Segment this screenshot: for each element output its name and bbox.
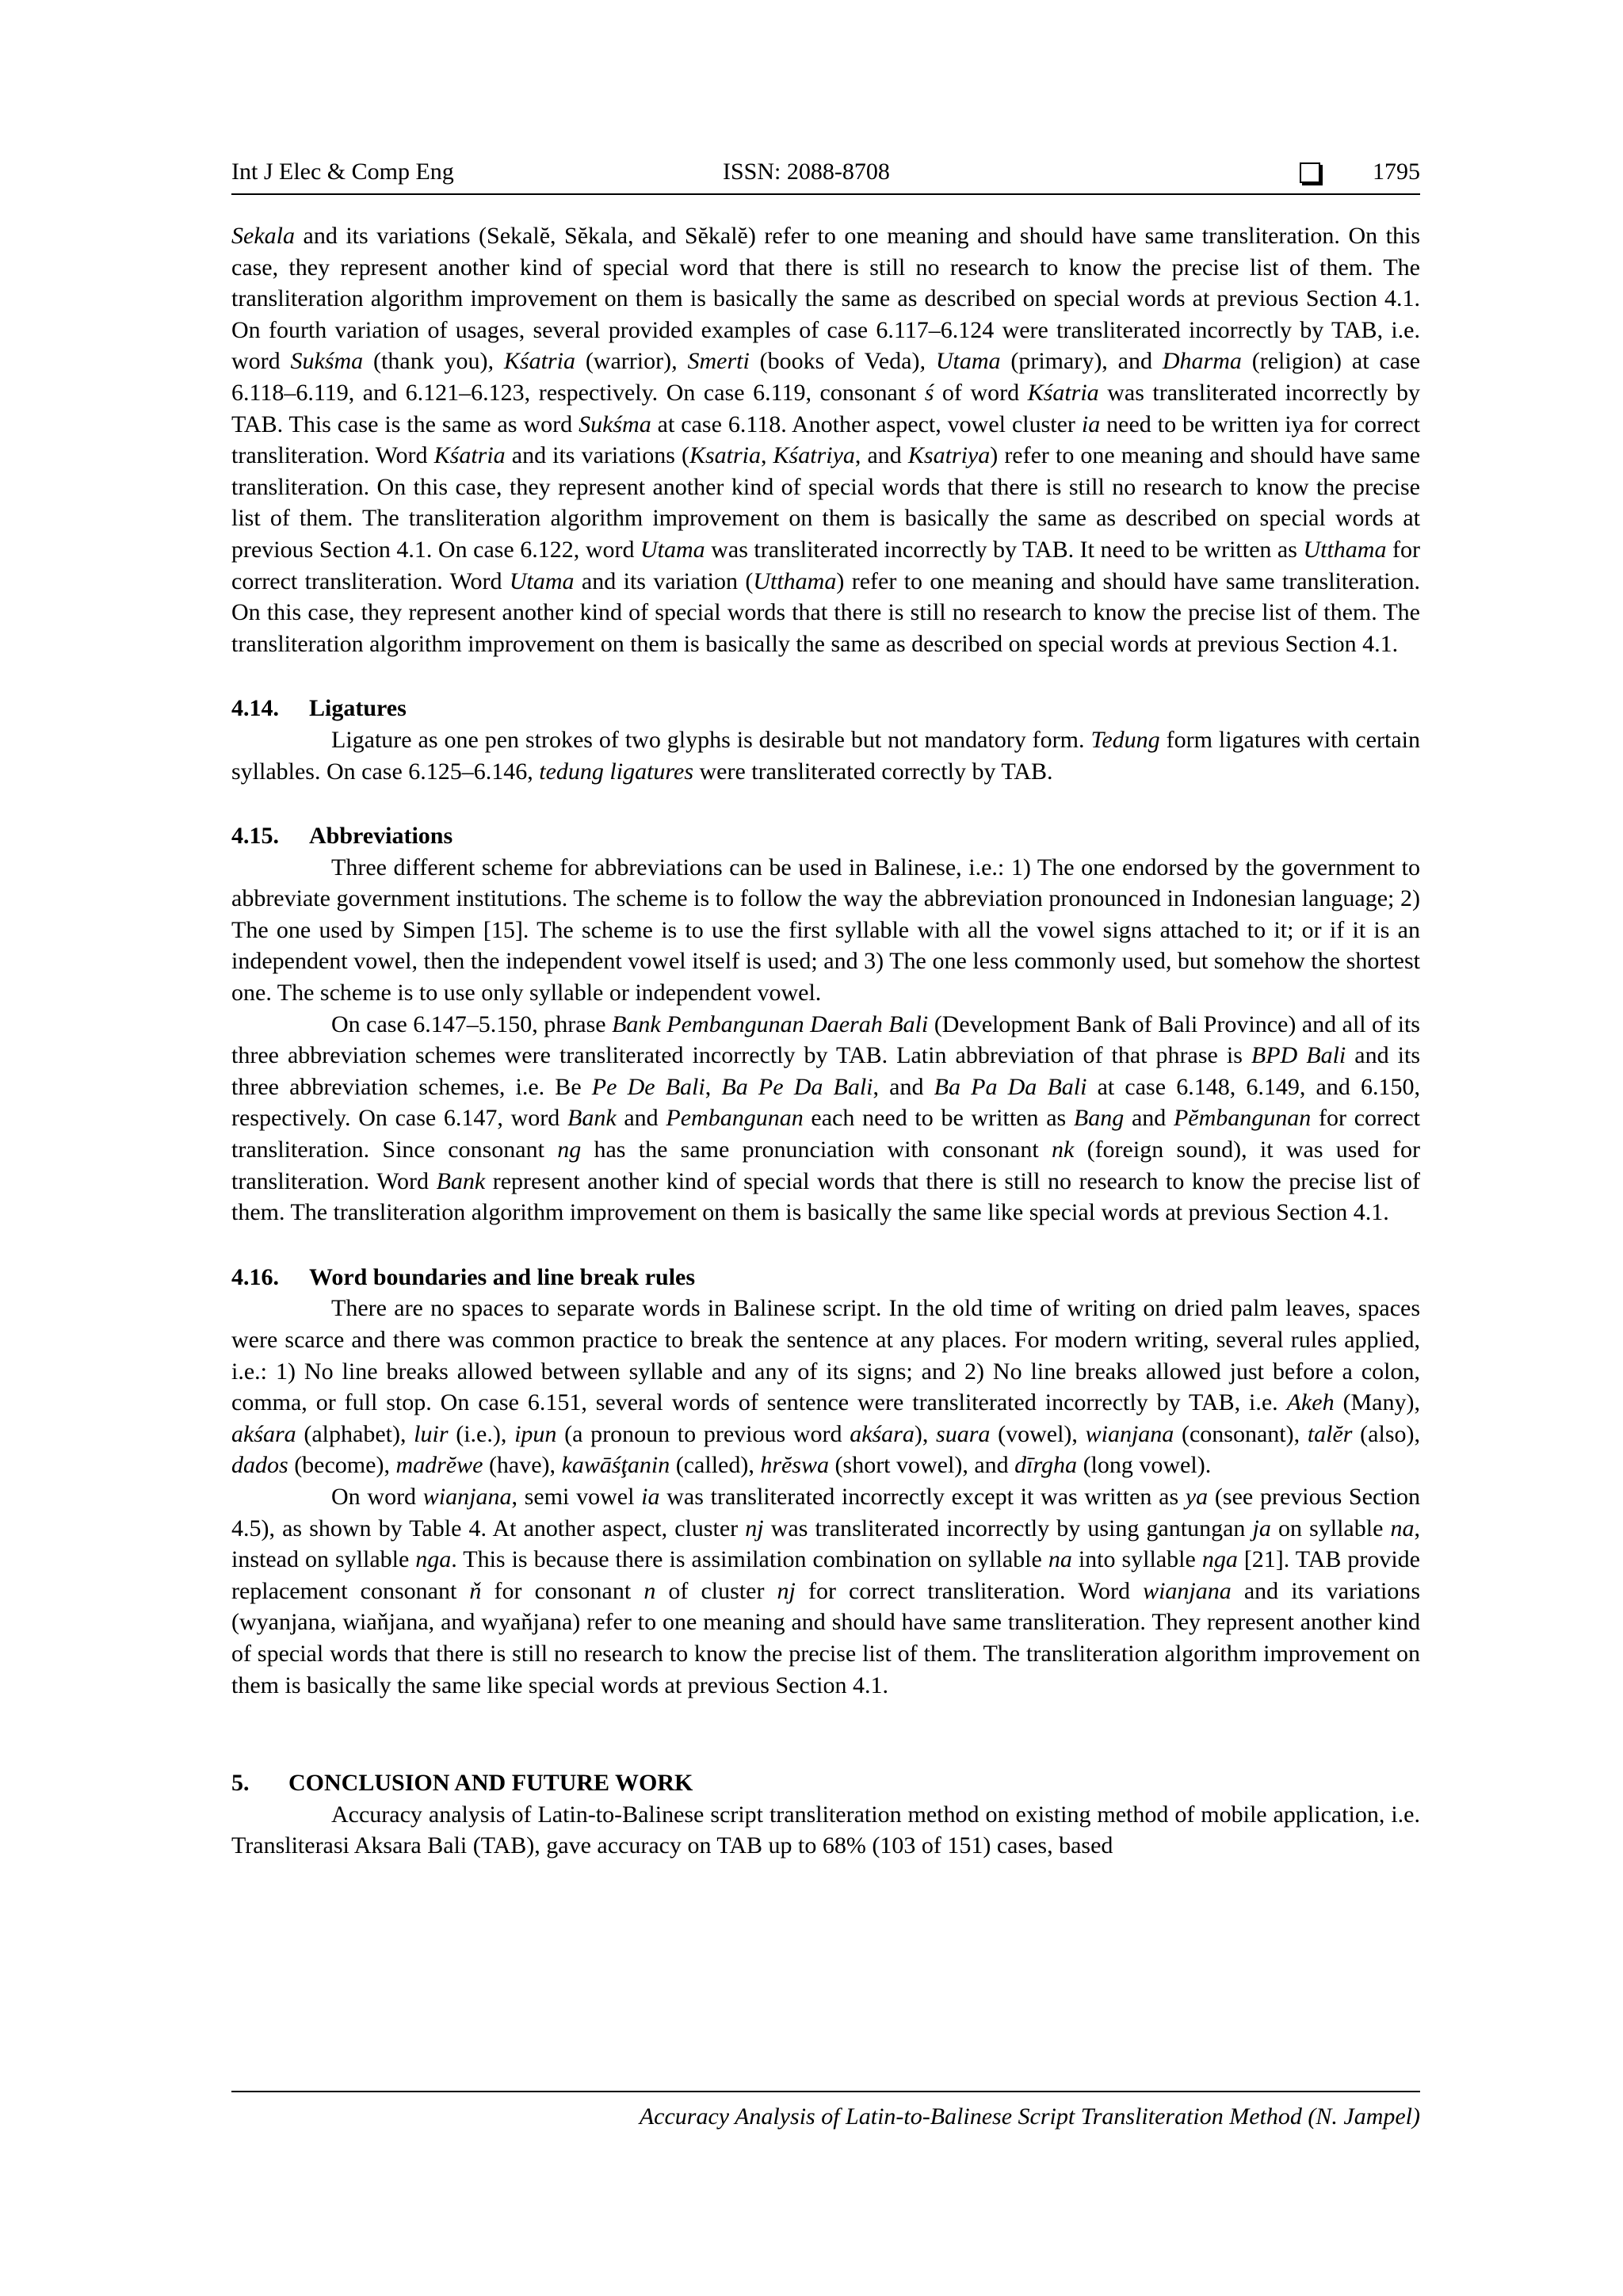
section-heading-4-16: 4.16. Word boundaries and line break rules — [231, 1263, 696, 1290]
body-paragraph: On case 6.147–5.150, phrase Bank Pembangunan Daerah Bali (Development Bank of Bali Province) and all of its three abbreviation schemes were transliterated incorrectly by TAB. Latin abbreviation of that phrase is BPD Bali and its three abbreviation schemes, i.e. Be Pe De Bali, Ba Pe Da Bali, and Ba Pa Da Bali at case 6.148, 6.149, and 6.150, respectively. On case 6.147, word Bank and Pembangunan each need to be written as Bang and Pĕmbangunan for correct transliteration. Since consonant ng has the same pronunciation with consonant nk (foreign sound), it was used for transliteration. Word Bank represent another kind of special words that there is still no research to know the precise list of them. The transliteration algorithm improvement on them is basically the same like special words at previous Section 4.1. — [231, 1010, 1420, 1226]
running-header — [231, 155, 1420, 189]
issn: ISSN: 2088-8708 — [723, 159, 890, 185]
body-paragraph: Sekala and its variations (Sekalĕ, Sĕkala, and Sĕkalĕ) refer to one meaning and should have same transliteration. On this case, they represent another kind of special word that there is still no research to know the precise list of them. The transliteration algorithm improvement on them is basically the same as described on special words at previous Section 4.1. On fourth variation of usages, several provided examples of case 6.117–6.124 were transliterated incorrectly by TAB, i.e. word Sukśma (thank you), Kśatria (warrior), Smerti (books of Veda), Utama (primary), and Dharma (religion) at case 6.118–6.119, and 6.121–6.123, respectively. On case 6.119, consonant ś of word Kśatria was transliterated incorrectly by TAB. This case is the same as word Sukśma at case 6.118. Another aspect, vowel cluster ia need to be written iya for correct transliteration. Word Kśatria and its variations (Ksatria, Kśatriya, and Ksatriya) refer to one meaning and should have same transliteration. On this case, they represent another kind of special words that there is still no research to know the precise list of them. The transliteration algorithm improvement on them is basically the same as described on special words at previous Section 4.1. On case 6.122, word Utama was transliterated incorrectly by TAB. It need to be written as Utthama for correct transliteration. Word Utama and its variation (Utthama) refer to one meaning and should have same transliteration. On this case, they represent another kind of special words that there is still no research to know the precise list of them. The transliteration algorithm improvement on them is basically the same as described on special words at previous Section 4.1. — [231, 223, 1421, 657]
section-heading-5: 5. CONCLUSION AND FUTURE WORK — [231, 1770, 693, 1797]
body-paragraph: Accuracy analysis of Latin-to-Balinese script transliteration method on existing method of mobile application, i.e. Transliterasi Aksara Bali (TAB), gave accuracy on TAB up to 68% (103 of 151) cases, based — [231, 1801, 1420, 1859]
section-heading-4-14: 4.14. Ligatures — [231, 695, 407, 722]
header-divider — [231, 193, 1420, 195]
body-paragraph: On word wianjana, semi vowel ia was transliterated incorrectly except it was written as ya (see previous Section 4.5), as shown by Table 4. At another aspect, cluster nj was transliterated incorrectly by using gantungan ja on syllable na, instead on syllable nga. This is because there is assimilation combination on syllable na into syllable nga [21]. TAB provide replacement consonant ň for consonant n of cluster nj for correct transliteration. Word wianjana and its variations (wyanjana, wiaňjana, and wyaňjana) refer to one meaning and should have same transliteration. They represent another kind of special words that there is still no research to know the precise list of them. The transliteration algorithm improvement on them is basically the same like special words at previous Section 4.1. — [231, 1483, 1421, 1698]
footer-divider — [231, 2091, 1420, 2092]
checkbox-square-icon — [1300, 162, 1320, 183]
body-paragraph: Ligature as one pen strokes of two glyphs is desirable but not mandatory form. Tedung form ligatures with certain syllables. On case 6.125–6.146, tedung ligatures were transliterated correctly by TAB. — [231, 726, 1420, 785]
running-footer: Accuracy Analysis of Latin-to-Balinese Script Transliteration Method (N. Jampel) — [639, 2103, 1420, 2130]
page-number: 1795 — [1373, 159, 1420, 185]
body-paragraph: There are no spaces to separate words in Balinese script. In the old time of writing on dried palm leaves, spaces were scarce and there was common practice to break the sentence at any places. For modern writing, several rules applied, i.e.: 1) No line breaks allowed between syllable and any of its signs; and 2) No line breaks allowed just before a colon, comma, or full stop. On case 6.151, several words of sentence were transliterated incorrectly by TAB, i.e. Akeh (Many), akśara (alphabet), luir (i.e.), ipun (a pronoun to previous word akśara), suara (vowel), wianjana (consonant), talĕr (also), dados (become), madrĕwe (have), kawāśţanin (called), hrĕswa (short vowel), and dīrgha (long vowel). — [231, 1295, 1420, 1479]
section-heading-4-15: 4.15. Abbreviations — [231, 823, 453, 850]
paper-body — [231, 220, 1420, 1862]
journal-name: Int J Elec & Comp Eng — [231, 159, 454, 185]
body-paragraph: Three different scheme for abbreviations can be used in Balinese, i.e.: 1) The one endorsed by the government to abbreviate government institutions. The scheme is to follow the way the abbreviation pronounced in Indonesian language; 2) The one used by Simpen [15]. The scheme is to use the first syllable with all the vowel signs attached to it; or if it is an independent vowel, then the independent vowel itself is used; and 3) The one less commonly used, but somehow the shortest one. The scheme is to use only syllable or independent vowel. — [231, 854, 1420, 1007]
